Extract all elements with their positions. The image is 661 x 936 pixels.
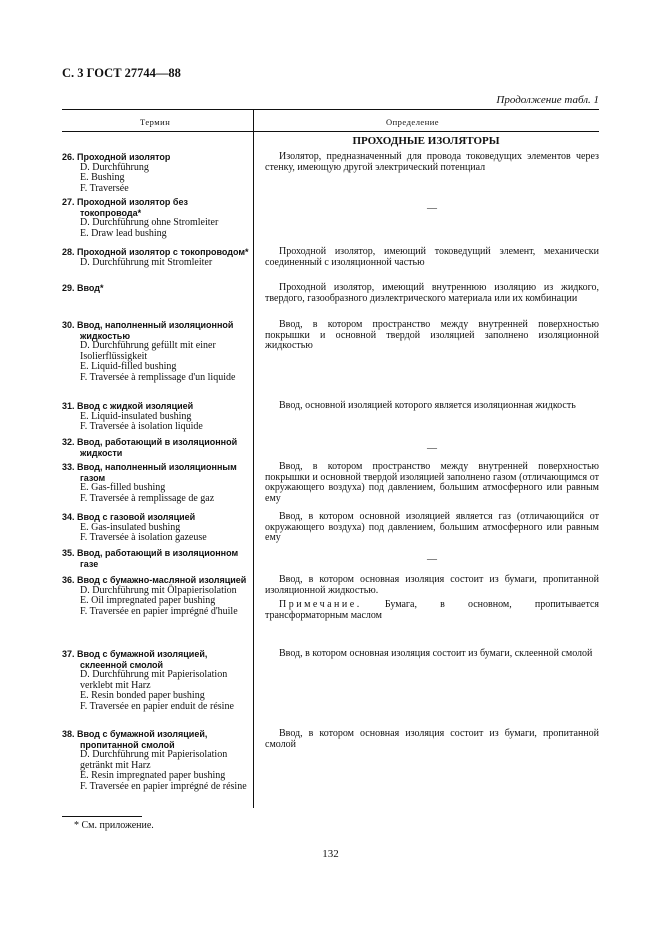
definition-text: Проходной изолятор, имеющий внутреннюю изоляцию из жидкого, твердого, газообразного диэлектрического материала или их комбинации <box>265 282 599 304</box>
term-translation: F. Traversée en papier imprégné d'huile <box>80 605 238 617</box>
note-label: Примечание. <box>279 599 362 610</box>
term-cell <box>62 401 249 433</box>
definition-cell <box>265 152 599 173</box>
term-translation: E. Liquid-insulated bushing <box>80 410 192 422</box>
definition-cell <box>265 512 599 544</box>
term-title: 26. Проходной изолятор <box>62 152 171 162</box>
definition-cell <box>265 729 599 750</box>
column-header-definition: Определение <box>386 117 440 127</box>
definition-text: Проходной изолятор, имеющий токоведущий элемент, механически соединенный с изоляционной частью <box>265 246 599 268</box>
term-cell <box>62 462 249 504</box>
footnote: * См. приложение. <box>74 820 154 831</box>
definition-cell <box>265 283 599 304</box>
term-cell <box>62 320 249 383</box>
term-cell <box>62 437 249 458</box>
footnote-rule <box>62 816 142 817</box>
definition-cell <box>265 401 599 412</box>
page-number: 132 <box>322 848 339 860</box>
term-title: 27. Проходной изолятор без токопровода* <box>62 197 188 218</box>
term-translation: E. Resin impregnated paper bushing <box>80 770 226 781</box>
term-translation: D. Durchführung mit Papierisolation verklebt mit Harz <box>80 669 228 691</box>
definition-cell <box>265 247 599 268</box>
definition-text: Ввод, в котором основная изоляция состоит из бумаги, пропитанной изоляционной жидкостью. <box>265 574 599 596</box>
term-cell <box>62 548 249 569</box>
definition-text: — <box>427 554 437 565</box>
term-translation: F. Traversée <box>80 182 129 194</box>
term-translation: E. Gas-insulated bushing <box>80 521 181 533</box>
definition-text: Изолятор, предназначенный для провода токоведущих элементов через стенку, имеющую другой электрический потенциал <box>265 151 599 173</box>
table-continuation-label: Продолжение табл. 1 <box>496 94 599 106</box>
definition-note <box>265 600 599 621</box>
definition-text: Ввод, в котором пространство между внутренней поверхностью покрышки и основной твердой изоляцией заполнено изоляционной жидкостью <box>265 319 599 351</box>
term-translation: F. Traversée à isolation liquide <box>80 421 203 432</box>
term-translation: F. Traversée en papier enduit de résine <box>80 700 234 712</box>
definition-cell <box>265 649 599 660</box>
term-translation: D. Durchführung mit Papierisolation getränkt mit Harz <box>80 749 228 771</box>
term-cell <box>62 512 249 544</box>
definition-cell <box>265 462 599 504</box>
term-translation: D. Durchführung mit Stromleiter <box>80 256 213 268</box>
definition-text: — <box>427 443 437 454</box>
table-column-divider <box>253 109 254 808</box>
table-header-rule <box>62 131 599 132</box>
term-cell <box>62 729 249 792</box>
term-translation: D. Durchführung gefüllt mit einer Isolierflüssigkeit <box>80 340 216 362</box>
column-header-term: Термин <box>140 117 171 127</box>
term-title: 29. Ввод* <box>62 283 104 293</box>
term-title: 34. Ввод с газовой изоляцией <box>62 512 196 522</box>
table-top-rule <box>62 109 599 110</box>
term-translation: E. Draw lead bushing <box>80 227 167 239</box>
term-translation: F. Traversée à remplissage de gaz <box>80 492 215 504</box>
document-header: С. 3 ГОСТ 27744—88 <box>62 66 181 80</box>
term-translation: E. Bushing <box>80 172 125 183</box>
term-translation: D. Durchführung <box>80 161 149 173</box>
term-cell <box>62 575 249 617</box>
term-cell <box>62 649 249 712</box>
section-title: ПРОХОДНЫЕ ИЗОЛЯТОРЫ <box>352 135 500 147</box>
term-cell <box>62 283 249 294</box>
note-text: Бумага, в основном, пропитывается трансформаторным маслом <box>265 599 599 621</box>
term-translation: E. Oil impregnated paper bushing <box>80 595 216 606</box>
definition-cell <box>265 575 599 621</box>
definition-text: Ввод, в котором основная изоляция состоит из бумаги, склеенной смолой <box>279 648 593 659</box>
definition-text: Ввод, основной изоляцией которого является изоляционная жидкость <box>279 400 576 411</box>
definition-text: Ввод, в котором основной изоляцией является газ (отличающийся от окружающего воздуха) под давлением, большим атмосферного или равным ему <box>265 511 599 543</box>
term-title: 37. Ввод с бумажной изоляцией, склеенной смолой <box>62 649 208 670</box>
term-title: 28. Проходной изолятор с токопроводом* <box>62 247 249 257</box>
definition-cell <box>265 554 599 565</box>
term-translation: E. Gas-filled bushing <box>80 482 166 493</box>
definition-text: Ввод, в котором пространство между внутренней поверхностью покрышки и основной твердой изоляцией заполнено газом (отличающимся от окружающего воздуха) под давлением, большим атмосферного или равным ему <box>265 461 599 504</box>
term-translation: F. Traversée en papier imprégné de résine <box>80 780 247 792</box>
definition-cell <box>265 203 599 214</box>
definition-cell <box>265 320 599 352</box>
term-title: 33. Ввод, наполненный изоляционным газом <box>62 462 237 483</box>
term-translation: E. Liquid-filled bushing <box>80 361 177 372</box>
term-translation: E. Resin bonded paper bushing <box>80 690 205 701</box>
term-title: 36. Ввод с бумажно-масляной изоляцией <box>62 575 247 585</box>
term-translation: D. Durchführung mit Ölpapierisolation <box>80 584 237 596</box>
term-translation: F. Traversée à isolation gazeuse <box>80 532 207 543</box>
term-cell <box>62 197 249 239</box>
term-translation: D. Durchführung ohne Stromleiter <box>80 217 219 228</box>
term-cell <box>62 152 249 194</box>
term-title: 32. Ввод, работающий в изоляционной жидкости <box>62 437 238 458</box>
term-cell <box>62 247 249 268</box>
definition-text: — <box>427 203 437 214</box>
term-title: 31. Ввод с жидкой изоляцией <box>62 401 194 411</box>
definition-cell <box>265 443 599 454</box>
term-title: 30. Ввод, наполненный изоляционной жидкостью <box>62 320 234 341</box>
definition-text: Ввод, в котором основная изоляция состоит из бумаги, пропитанной смолой <box>265 728 599 750</box>
term-title: 35. Ввод, работающий в изоляционном газе <box>62 548 239 569</box>
term-title: 38. Ввод с бумажной изоляцией, пропитанной смолой <box>62 729 208 750</box>
term-translation: F. Traversée à remplissage d'un liquide <box>80 371 236 383</box>
